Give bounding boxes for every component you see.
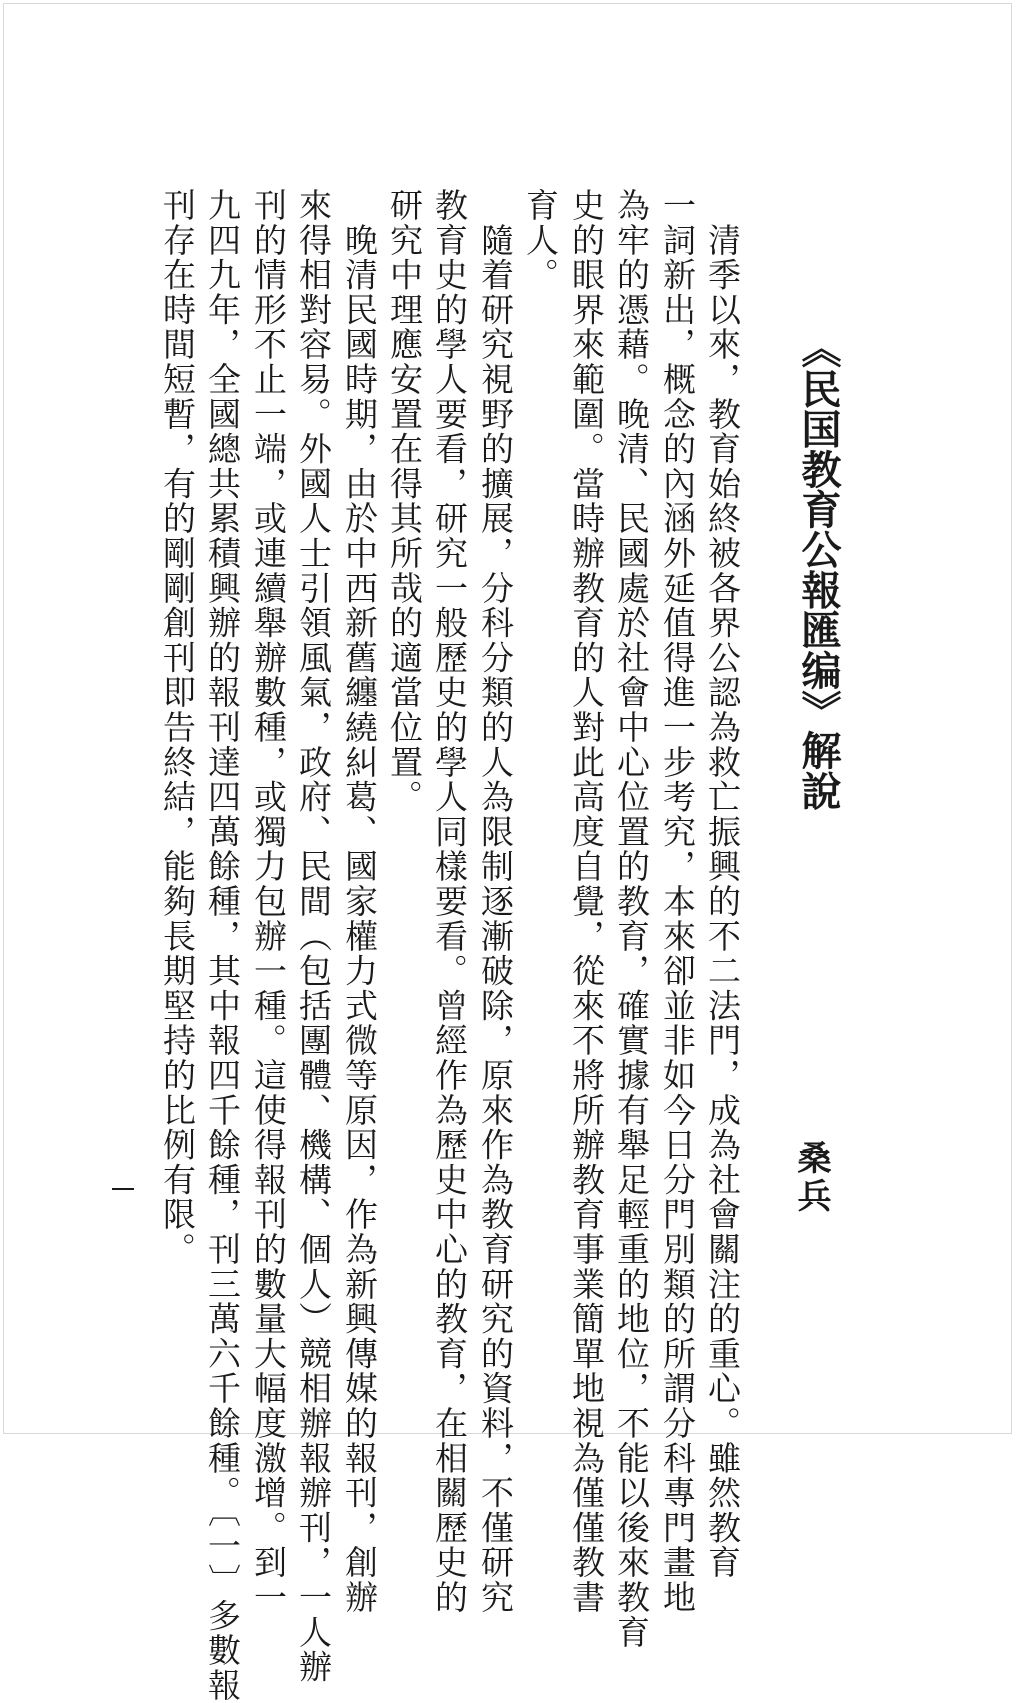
text-line: 育人。 xyxy=(521,188,560,293)
text-line: 研究中理應安置在得其所哉的適當位置。 xyxy=(385,188,424,815)
page-number xyxy=(112,1188,134,1190)
author-name: 桑兵 xyxy=(791,1140,831,1216)
text-line: 清季以來，教育始終被各界公認為救亡振興的不二法門，成為社會關注的重心。雖然教育 xyxy=(703,188,742,1580)
text-line: 晚清民國時期，由於中西新舊纏繞糾葛、國家權力式微等原因，作為新興傳媒的報刊，創辦 xyxy=(340,188,379,1615)
text-line: 一詞新出，概念的內涵外延值得進一步考究，本來卻並非如今日分門別類的所謂分科專門畫地 xyxy=(658,188,697,1615)
text-line: 刊存在時間短暫，有的剛剛創刊即告終結，能夠長期堅持的比例有限。 xyxy=(158,188,197,1267)
page-number-text xyxy=(112,1188,113,1189)
document-title: 《民国教育公報匯编》解說 xyxy=(795,328,842,811)
text-line: 史的眼界來範圍。當時辦教育的人對此高度自覺，從來不將所辦教育事業簡單地視為僅僅教書 xyxy=(567,188,606,1615)
text-line: 刊的情形不止一端，或連續舉辦數種，或獨力包辦一種。這使得報刊的數量大幅度激增。到一 xyxy=(249,188,288,1615)
text-line: 九四九年，全國總共累積興辦的報刊達四萬餘種，其中報四千餘種，刊三萬六千餘種。〔一〕多數報 xyxy=(203,188,242,1703)
text-line: 來得相對容易。外國人士引領風氣，政府、民間（包括團體、機構、個人）競相辦報辦刊，一人辦 xyxy=(294,188,333,1685)
text-line: 教育史的學人要看，研究一般歷史的學人同樣要看。曾經作為歷史中心的教育，在相關歷史的 xyxy=(430,188,469,1615)
text-line: 為牢的憑藉。晚清、民國處於社會中心位置的教育，確實據有舉足輕重的地位，不能以後來教育 xyxy=(612,188,651,1650)
text-line: 隨着研究視野的擴展，分科分類的人為限制逐漸破除，原來作為教育研究的資料，不僅研究 xyxy=(476,188,515,1615)
